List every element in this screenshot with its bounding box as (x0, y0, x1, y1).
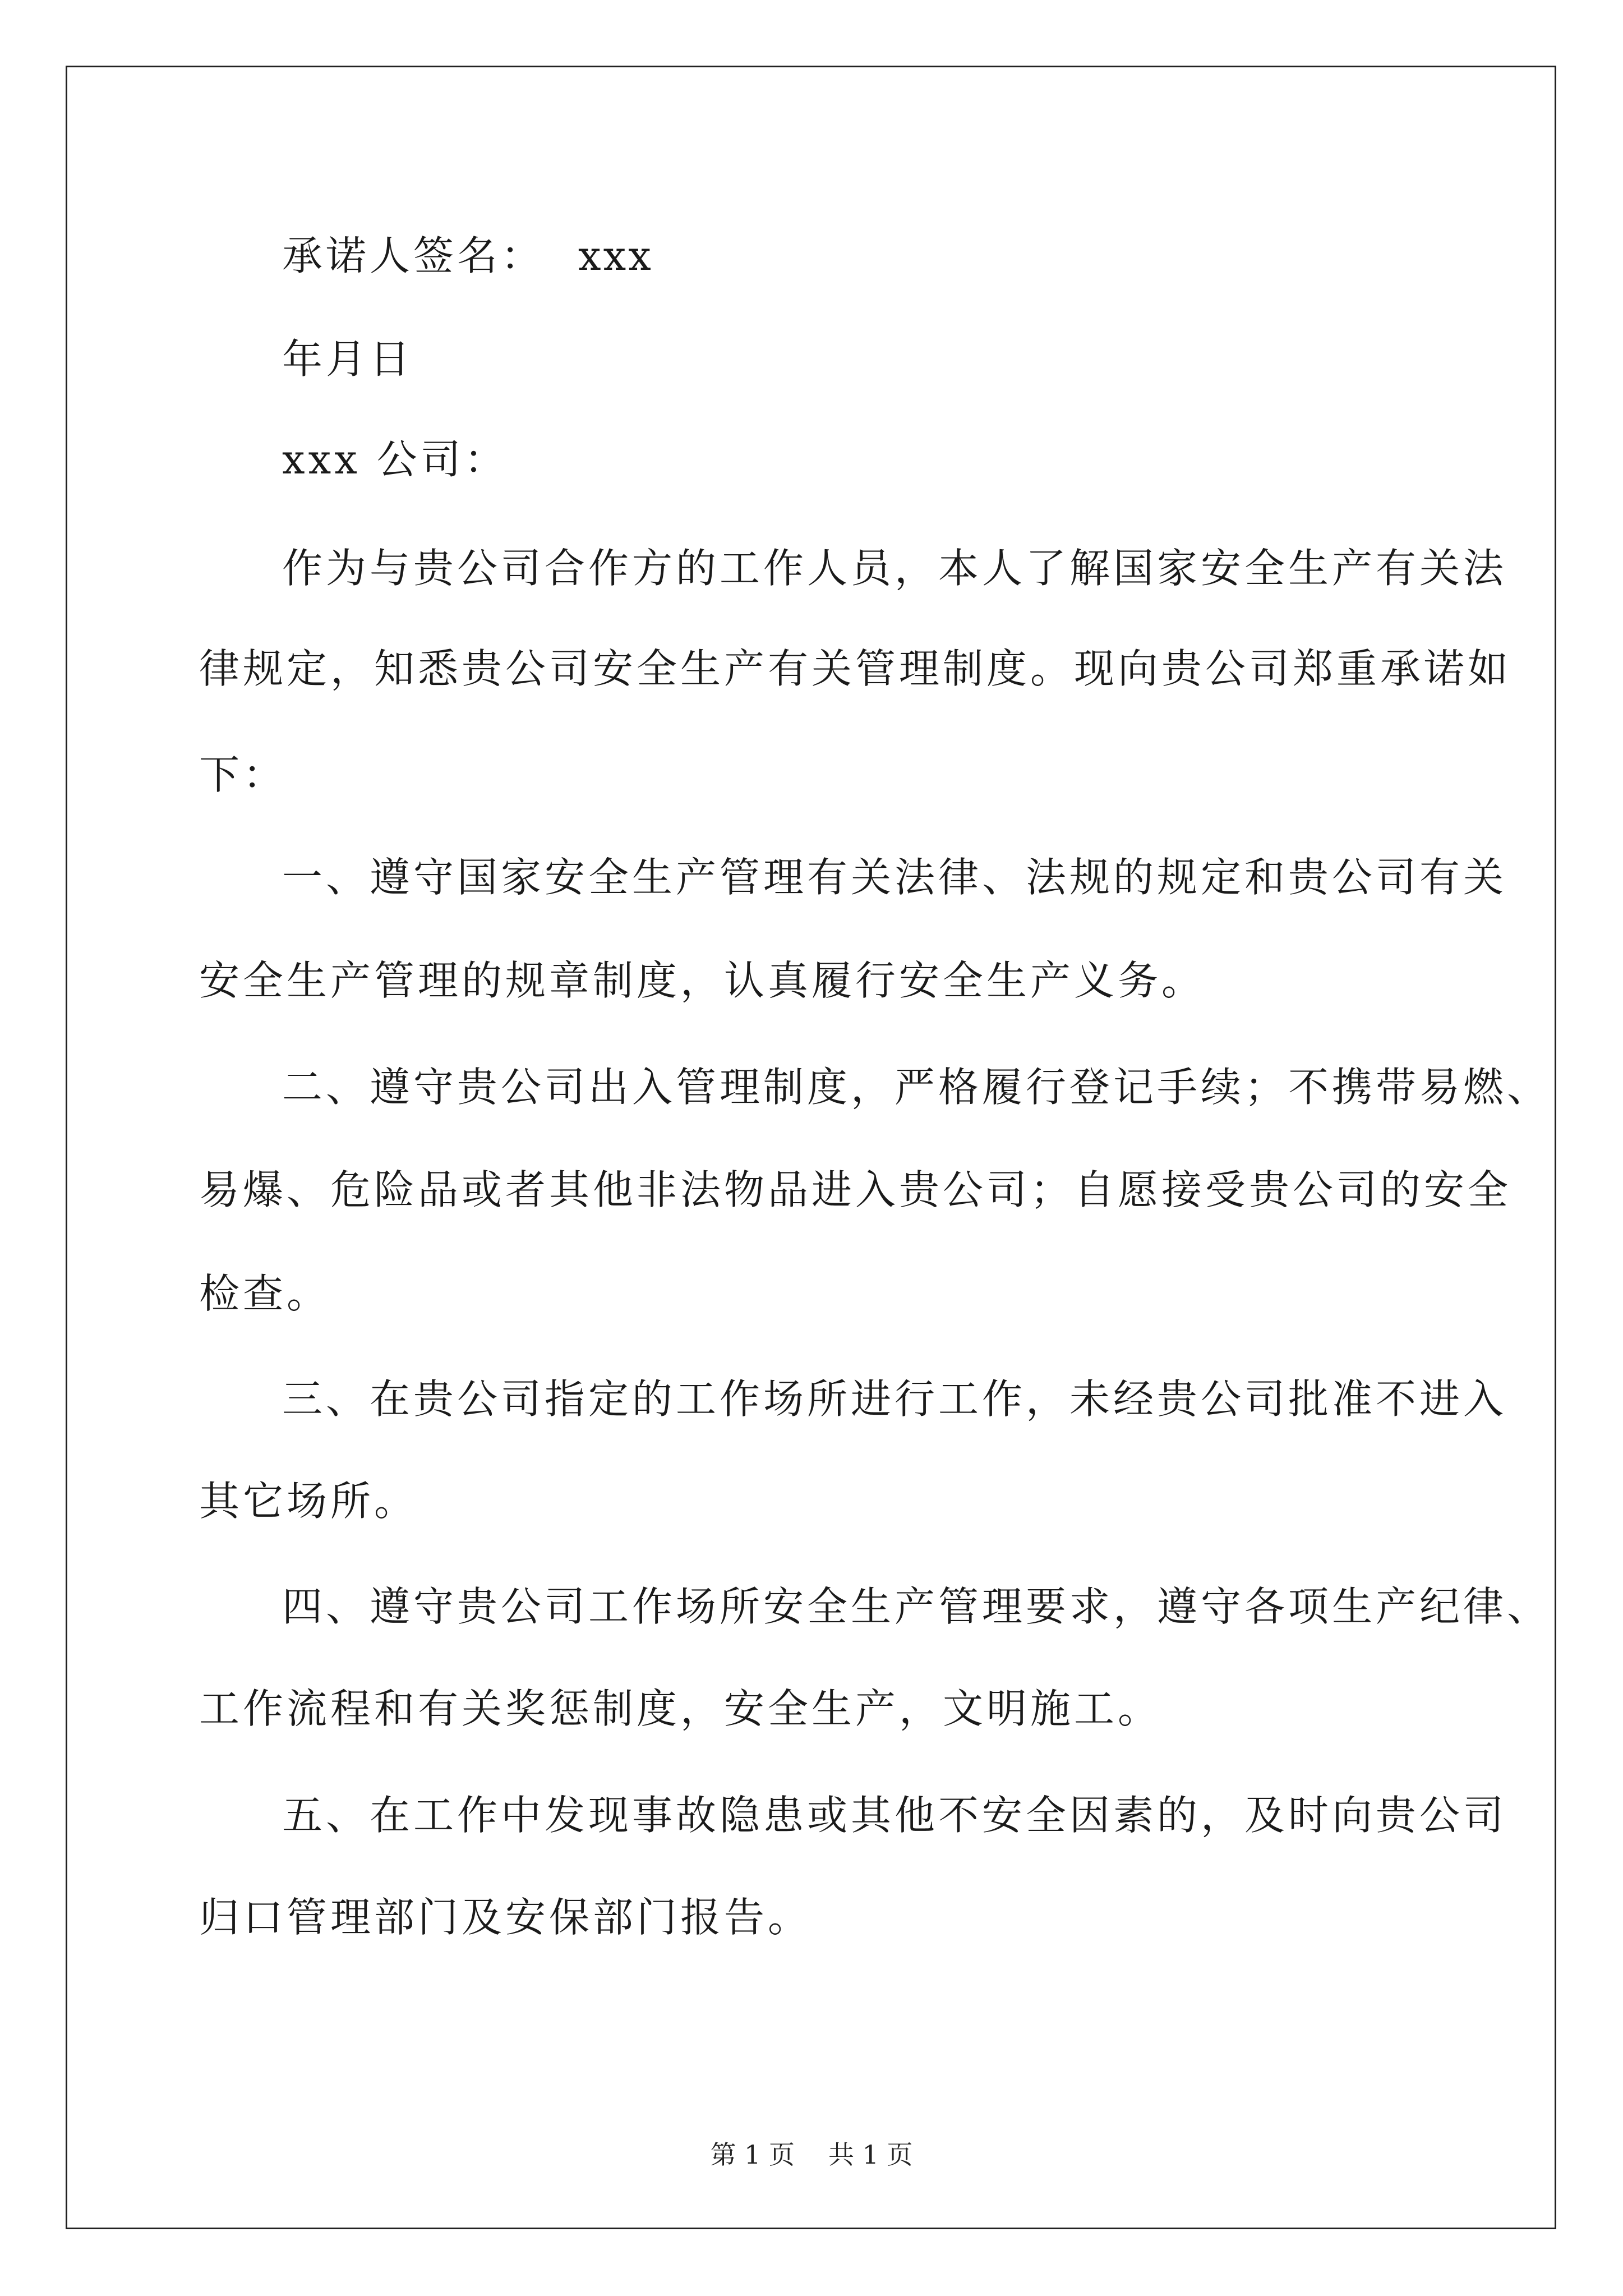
item2-line-2: 易爆、危险品或者其他非法物品进入贵公司；自愿接受贵公司的安全 (199, 1166, 1512, 1213)
item3-line-2: 其它场所。 (199, 1478, 418, 1525)
intro-line-1: 作为与贵公司合作方的工作人员，本人了解国家安全生产有关法 (282, 545, 1507, 592)
current-page-label: 第 1 页 (710, 2139, 795, 2170)
intro-line-2: 律规定，知悉贵公司安全生产有关管理制度。现向贵公司郑重承诺如 (199, 645, 1512, 692)
signature-value: xxx (578, 232, 653, 279)
item5-line-1: 五、在工作中发现事故隐患或其他不安全因素的，及时向贵公司 (282, 1792, 1507, 1839)
item1-line-2: 安全生产管理的规章制度，认真履行安全生产义务。 (199, 957, 1206, 1004)
item3-line-1: 三、在贵公司指定的工作场所进行工作，未经贵公司批准不进入 (282, 1375, 1507, 1423)
item2-line-1: 二、遵守贵公司出入管理制度，严格履行登记手续；不携带易燃、 (282, 1064, 1551, 1111)
item4-line-1: 四、遵守贵公司工作场所安全生产管理要求，遵守各项生产纪律、 (282, 1583, 1551, 1630)
item2-line-3: 检查。 (199, 1270, 331, 1317)
addressee: xxx 公司： (282, 436, 508, 483)
item5-line-2: 归口管理部门及安保部门报告。 (199, 1894, 812, 1941)
total-pages-label: 共 1 页 (828, 2139, 913, 2170)
item1-line-1: 一、遵守国家安全生产管理有关法律、法规的规定和贵公司有关 (282, 854, 1507, 901)
signature-label: 承诺人签名： (282, 232, 545, 279)
item4-line-2: 工作流程和有关奖惩制度，安全生产，文明施工。 (199, 1685, 1162, 1732)
page-footer (0, 2139, 1623, 2170)
date-line: 年月日 (282, 335, 414, 383)
signature-line (282, 232, 653, 279)
intro-line-3: 下： (199, 751, 287, 798)
